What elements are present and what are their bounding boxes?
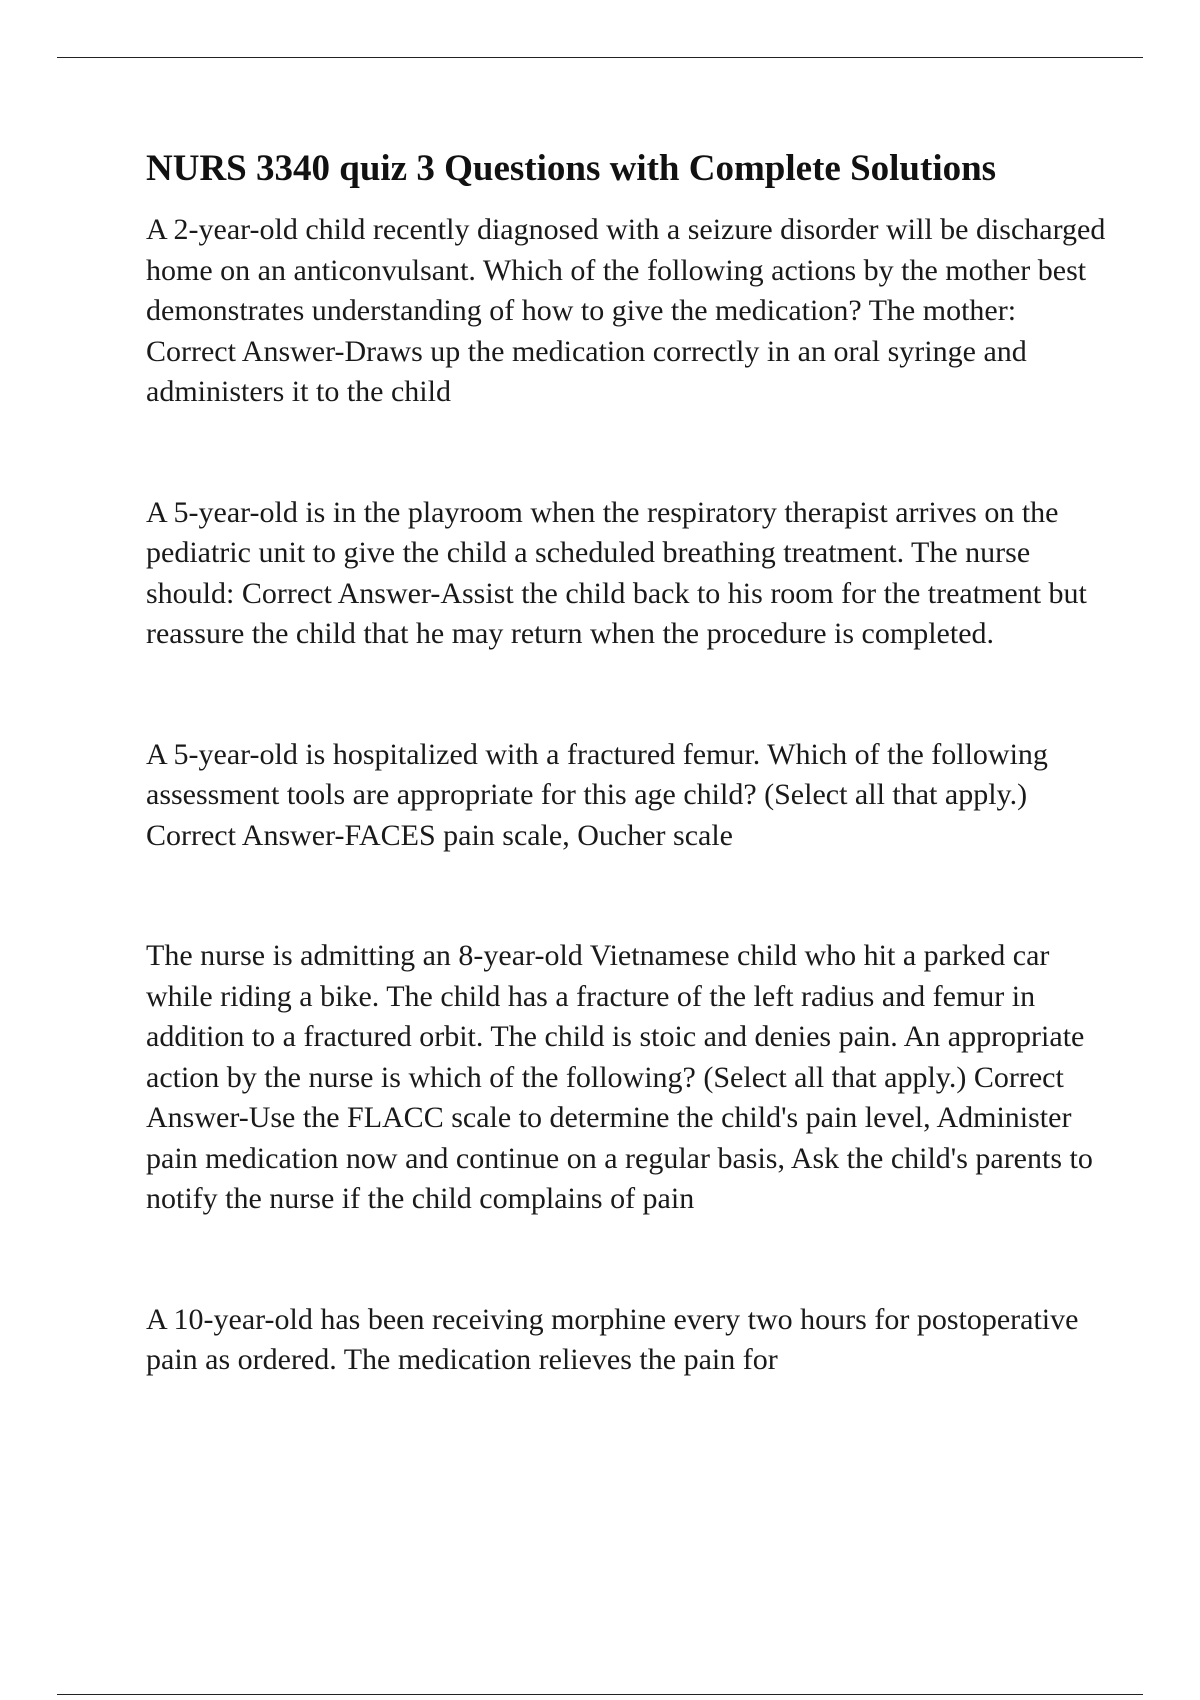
qa-item: A 5-year-old is in the playroom when the respiratory therapist arrives on the pediatric unit to give the child a scheduled breathing treatment. The nurse should: Correct Answer-Assist the child back to his room for the treatment but reassure the child that he may return when the procedure is completed. — [146, 495, 1087, 650]
document-body — [146, 140, 1106, 1381]
footer-rule — [57, 1694, 1143, 1695]
qa-item: A 2-year-old child recently diagnosed with a seizure disorder will be discharged home on an anticonvulsant. Which of the following actions by the mother best demonstrates understanding of how to give the medication? The mother: Correct Answer-Draws up the medication correctly in an oral syringe and administers it to the child — [146, 213, 1106, 408]
qa-item: A 5-year-old is hospitalized with a fractured femur. Which of the following assessment tools are appropriate for this age child? (Select all that apply.) Correct Answer-FACES pain scale, Oucher scale — [146, 737, 1048, 852]
header-rule — [57, 57, 1143, 58]
qa-item: A 10-year-old has been receiving morphine every two hours for postoperative pain as ordered. The medication relieves the pain for — [146, 1302, 1079, 1376]
document-title: NURS 3340 quiz 3 Questions with Complete Solutions — [146, 148, 997, 189]
qa-item: The nurse is admitting an 8-year-old Vietnamese child who hit a parked car while riding a bike. The child has a fracture of the left radius and femur in addition to a fractured orbit. The child is stoic and denies pain. An appropriate action by the nurse is which of the following? (Select all that apply.) Correct Answer-Use the FLACC scale to determine the child's pain level, Administer pain medication now and continue on a regular basis, Ask the child's parents to notify the nurse if the child complains of pain — [146, 939, 1093, 1215]
